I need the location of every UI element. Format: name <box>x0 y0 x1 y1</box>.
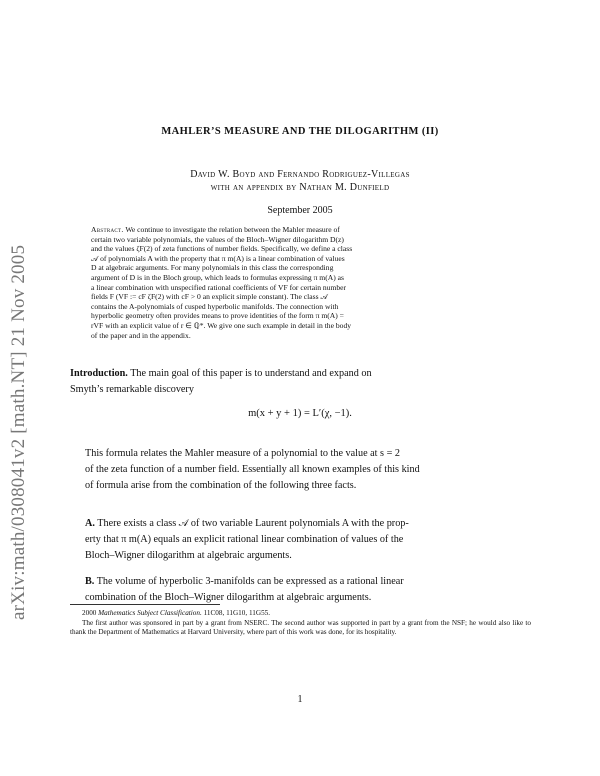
introduction-paragraph <box>70 366 531 398</box>
abstract-line <box>91 225 510 235</box>
fact-b-line: combination of the Bloch–Wigner dilogarithm at algebraic arguments. <box>85 592 372 603</box>
abstract-line: certain two variable polynomials, the values of the Bloch–Wigner dilogarithm D(z) <box>91 234 344 244</box>
formula-paragraph <box>70 446 531 494</box>
arxiv-identifier: arXiv:math/0308041v2 [math.NT] 21 Nov 2005 <box>8 244 29 620</box>
abstract-line: fields F (VF := cF ζF(2) with cF > 0 an explicit simple constant). The class 𝒜 <box>91 292 328 302</box>
paper-title: MAHLER’S MEASURE AND THE DILOGARITHM (II) <box>161 126 439 137</box>
abstract-line-text: We continue to investigate the relation between the Mahler measure of <box>123 225 340 234</box>
intro-line: Smyth’s remarkable discovery <box>70 384 194 395</box>
abstract-line: 𝒜 of polynomials A with the property that π m(A) is a linear combination of values <box>91 253 345 263</box>
abstract-line: rVF with an explicit value of r ∈ ℚ*. We give one such example in detail in the body <box>91 320 352 330</box>
support-footnote: The first author was sponsored in part by a grant from NSERC. The second author was supported in part by a grant from the NSF; he would also like to thank the Department of Mathematics at Harvard University, where part of this work was done, for its hospitality. <box>70 618 531 637</box>
intro-line <box>70 366 531 382</box>
fact-a-line: Bloch–Wigner dilogarithm at algebraic arguments. <box>85 550 292 561</box>
abstract-label: Abstract. <box>91 225 124 234</box>
page-number: 1 <box>297 694 303 705</box>
fact-a-label: A. <box>85 518 95 529</box>
footnote-divider <box>70 604 220 605</box>
abstract-line: hyperbolic geometry often provides means to prove identities of the form π m(A) = <box>91 311 344 321</box>
authors-main: David W. Boyd and Fernando Rodriguez-Villegas <box>190 169 410 180</box>
msc-year: 2000 <box>82 609 99 617</box>
paragraph-line: This formula relates the Mahler measure of a polynomial to the value at s = 2 <box>85 448 400 459</box>
fact-b-text: The volume of hyperbolic 3-manifolds can be expressed as a rational linear <box>94 576 404 587</box>
paragraph-line: of formula arise from the combination of the following three facts. <box>85 480 357 491</box>
abstract-line: and the values ζF(2) of zeta functions of number fields. Specifically, we define a class <box>91 244 353 254</box>
fact-b-paragraph <box>70 574 531 606</box>
paragraph-line: of the zeta function of a number field. Essentially all known examples of this kind <box>85 464 420 475</box>
abstract-line: D at algebraic arguments. For many polynomials in this class the corresponding <box>91 263 334 273</box>
fact-a-paragraph <box>70 516 531 564</box>
abstract-line: of the paper and in the appendix. <box>91 330 191 340</box>
abstract <box>91 225 510 340</box>
fact-b-label: B. <box>85 576 95 587</box>
abstract-line: argument of D is in the Bloch group, which leads to formulas expressing π m(A) as <box>91 272 344 282</box>
abstract-line: contains the A-polynomials of cusped hyperbolic manifolds. The connection with <box>91 301 339 311</box>
fact-a-line: erty that π m(A) equals an explicit rational linear combination of values of the <box>85 534 404 545</box>
authors-appendix: with an appendix by Nathan M. Dunfield <box>210 182 390 193</box>
fact-a-text: There exists a class 𝒜 of two variable Laurent polynomials A with the prop- <box>94 518 409 529</box>
smyth-equation: m(x + y + 1) = L′(χ, −1). <box>248 408 352 419</box>
fact-a-line <box>70 516 531 532</box>
introduction-heading: Introduction. <box>70 368 128 379</box>
authors-block <box>0 168 600 194</box>
intro-line-text: The main goal of this paper is to understand and expand on <box>127 368 372 379</box>
msc-label: Mathematics Subject Classification. <box>98 609 202 617</box>
fact-b-line <box>70 574 531 590</box>
abstract-line: a linear combination with unspecified rational coefficients of VF for certain number <box>91 282 347 292</box>
footnotes <box>70 609 531 638</box>
msc-footnote <box>70 609 531 619</box>
paper-date: September 2005 <box>267 205 333 216</box>
msc-codes: 11C08, 11G10, 11G55. <box>201 609 271 617</box>
